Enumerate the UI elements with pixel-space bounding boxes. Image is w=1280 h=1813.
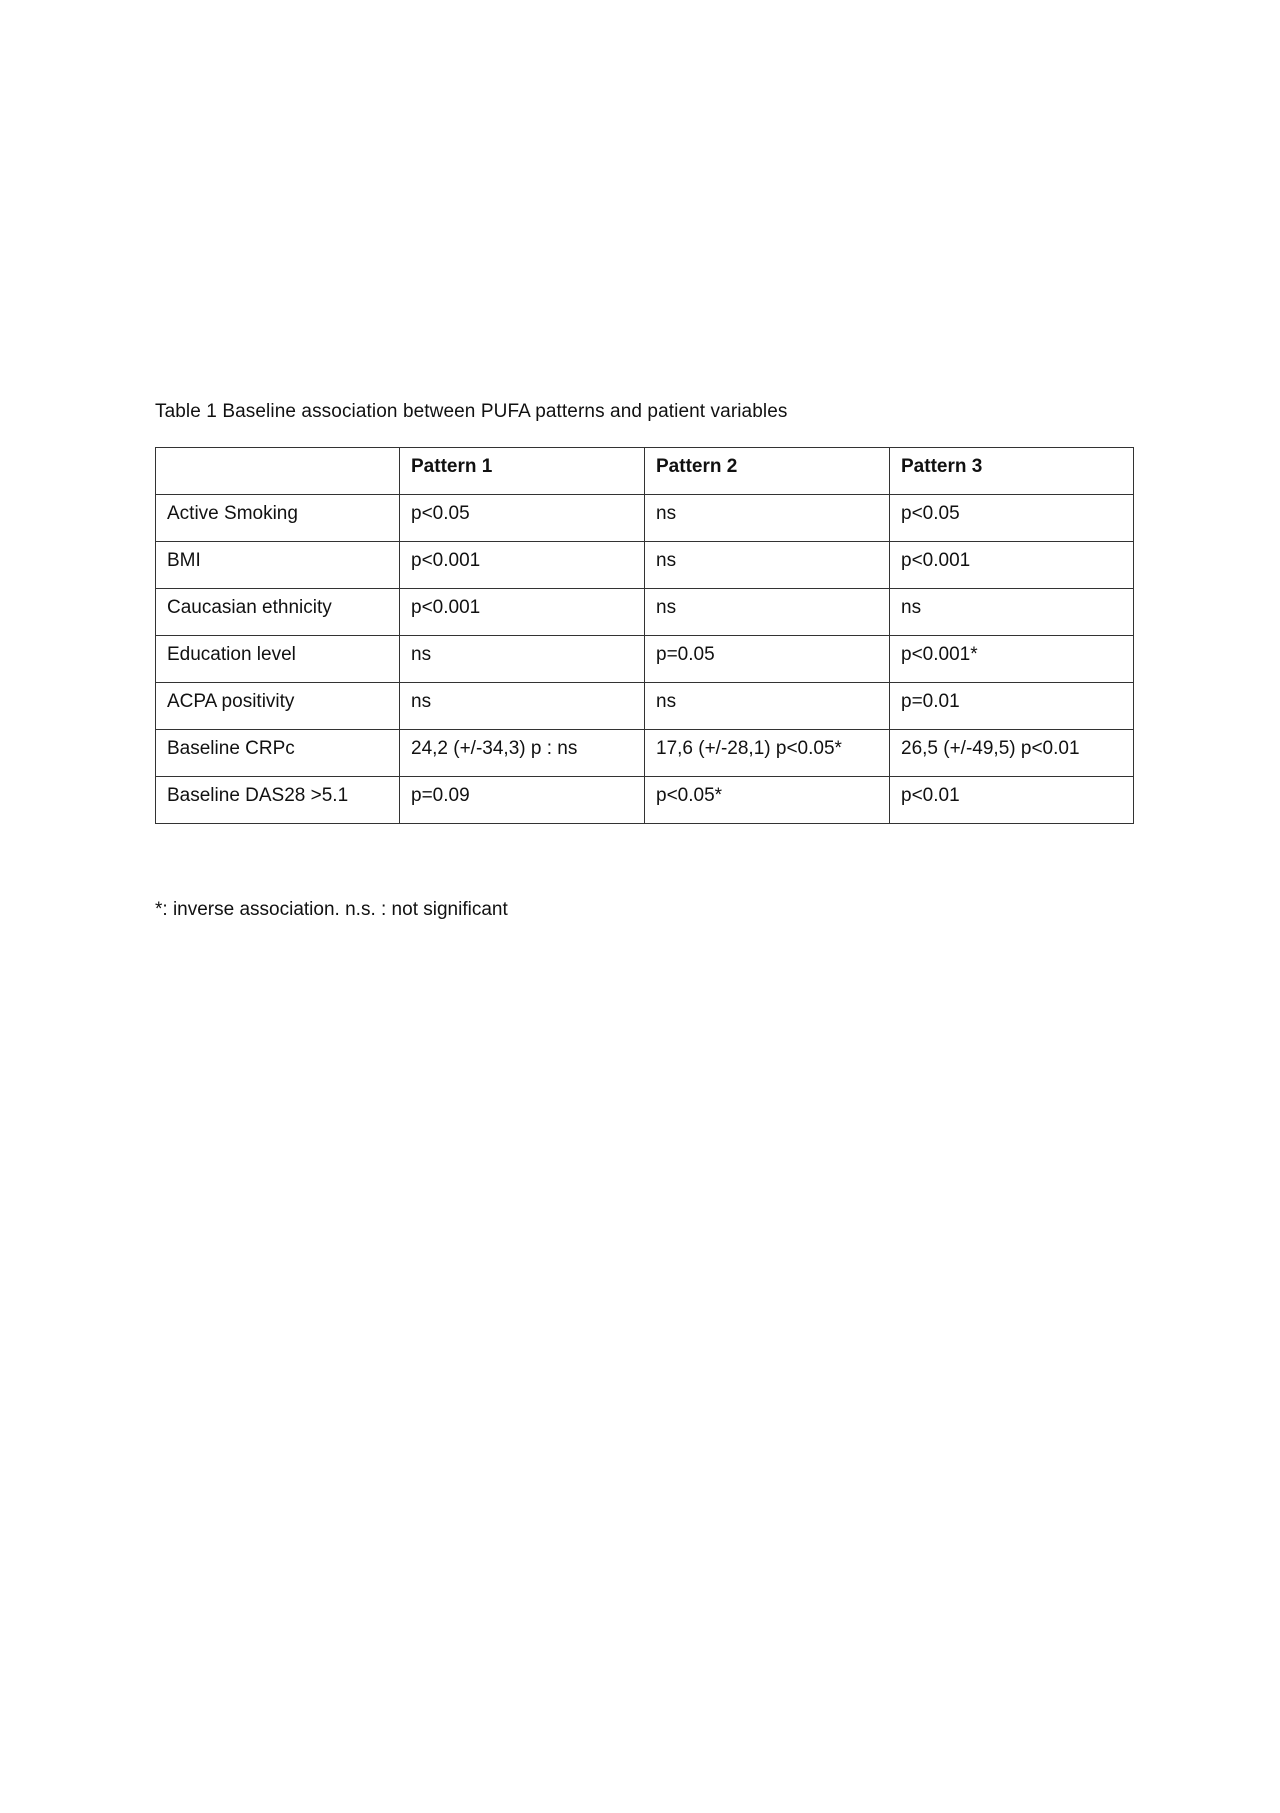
value-cell: 26,5 (+/-49,5) p<0.01 <box>890 730 1134 777</box>
results-table <box>155 447 1134 824</box>
row-label-cell: Caucasian ethnicity <box>156 589 400 636</box>
header-cell: Pattern 1 <box>400 448 645 495</box>
value-cell: p=0.09 <box>400 777 645 824</box>
value-cell: p<0.01 <box>890 777 1134 824</box>
row-label-cell: Baseline CRPc <box>156 730 400 777</box>
table-row <box>156 730 1134 777</box>
table-row <box>156 495 1134 542</box>
row-label-cell: Baseline DAS28 >5.1 <box>156 777 400 824</box>
table-header-row <box>156 448 1134 495</box>
value-cell: p=0.01 <box>890 683 1134 730</box>
value-cell: ns <box>645 589 890 636</box>
value-cell: p<0.001* <box>890 636 1134 683</box>
table-row <box>156 636 1134 683</box>
header-cell: Pattern 3 <box>890 448 1134 495</box>
table-row <box>156 589 1134 636</box>
table-footnote: *: inverse association. n.s. : not significant <box>155 899 508 920</box>
value-cell: p=0.05 <box>645 636 890 683</box>
header-cell: Pattern 2 <box>645 448 890 495</box>
value-cell: ns <box>400 636 645 683</box>
row-label-cell: Education level <box>156 636 400 683</box>
row-label-cell: Active Smoking <box>156 495 400 542</box>
row-label-cell: ACPA positivity <box>156 683 400 730</box>
value-cell: 17,6 (+/-28,1) p<0.05* <box>645 730 890 777</box>
value-cell: ns <box>645 542 890 589</box>
value-cell: p<0.05 <box>400 495 645 542</box>
value-cell: p<0.001 <box>400 589 645 636</box>
header-cell <box>156 448 400 495</box>
table-caption: Table 1 Baseline association between PUFA patterns and patient variables <box>155 401 788 422</box>
value-cell: ns <box>645 495 890 542</box>
value-cell: 24,2 (+/-34,3) p : ns <box>400 730 645 777</box>
table-row <box>156 683 1134 730</box>
value-cell: ns <box>890 589 1134 636</box>
value-cell: p<0.001 <box>400 542 645 589</box>
value-cell: ns <box>400 683 645 730</box>
table-row <box>156 777 1134 824</box>
value-cell: p<0.05 <box>890 495 1134 542</box>
table-row <box>156 542 1134 589</box>
value-cell: p<0.05* <box>645 777 890 824</box>
value-cell: ns <box>645 683 890 730</box>
row-label-cell: BMI <box>156 542 400 589</box>
value-cell: p<0.001 <box>890 542 1134 589</box>
